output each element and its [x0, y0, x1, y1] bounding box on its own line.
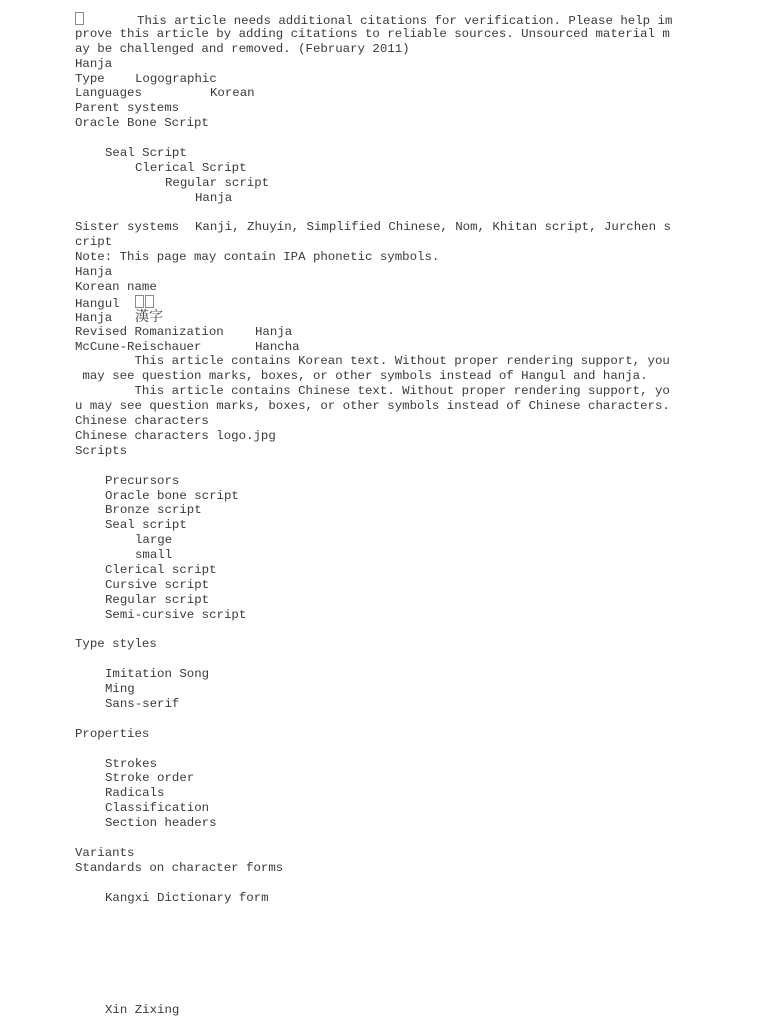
nav-cursive-script[interactable]: Cursive script — [105, 577, 210, 592]
nav-section-headers[interactable]: Section headers — [105, 816, 217, 831]
nav-precursors[interactable]: Precursors — [105, 473, 180, 488]
korean-text-note-2: may see question marks, boxes, or other symbols instead of Hangul and hanja. — [75, 369, 648, 384]
rr-row: Revised Romanization Hanja — [75, 324, 293, 339]
infobox-languages-row: Languages Korean — [75, 86, 255, 101]
hangul-row: Hangul — [75, 295, 673, 310]
parent-oracle-bone[interactable]: Oracle Bone Script — [75, 116, 209, 131]
nav-standards[interactable]: Standards on character forms — [75, 860, 284, 875]
nav-oracle-bone-script[interactable]: Oracle bone script — [105, 488, 239, 503]
nav-kangxi-dictionary-form[interactable]: Kangxi Dictionary form — [105, 890, 269, 905]
parent-clerical-script[interactable]: Clerical Script — [135, 160, 247, 175]
nav-clerical-script[interactable]: Clerical script — [105, 562, 217, 577]
nav-imitation-song[interactable]: Imitation Song — [105, 667, 210, 682]
infobox-type-row: Type Logographic — [75, 71, 217, 86]
korean-name-title: Hanja — [75, 265, 113, 280]
nav-bronze-script[interactable]: Bronze script — [105, 503, 202, 518]
parent-regular-script[interactable]: Regular script — [165, 175, 270, 190]
chinese-text-note-1: This article contains Chinese text. Without proper rendering support, yo — [75, 384, 670, 399]
scripts-heading: Scripts — [75, 443, 128, 458]
infobox-sister-row: Sister systems Kanji, Zhuyin, Simplified Chinese, Nom, Khitan script, Jurchen s — [75, 220, 671, 235]
type-styles-heading: Type styles — [75, 637, 157, 652]
nav-stroke-order[interactable]: Stroke order — [105, 771, 195, 786]
nav-sans-serif[interactable]: Sans-serif — [105, 696, 180, 711]
navbox-logo-alt[interactable]: Chinese characters logo.jpg — [75, 428, 276, 443]
article-text-dump — [75, 12, 673, 1018]
nav-seal-script[interactable]: Seal script — [105, 518, 187, 533]
navbox-title[interactable]: Chinese characters — [75, 414, 209, 429]
citation-notice-line-1: This article needs additional citations for verification. Please help im — [75, 12, 673, 27]
korean-text-note-1: This article contains Korean text. Without proper rendering support, you — [75, 354, 670, 369]
infobox-title: Hanja — [75, 56, 113, 71]
nav-seal-large[interactable]: large — [135, 533, 173, 548]
nav-xin-zixing[interactable]: Xin Zixing — [105, 1003, 180, 1018]
korean-name-subtitle: Korean name — [75, 280, 157, 295]
variants-heading: Variants — [75, 845, 135, 860]
mr-row: McCune-Reischauer Hancha — [75, 339, 300, 354]
nav-classification[interactable]: Classification — [105, 801, 210, 816]
nav-ming[interactable]: Ming — [105, 682, 135, 697]
ipa-note[interactable]: Note: This page may contain IPA phonetic symbols. — [75, 250, 440, 265]
citation-notice-line-2: prove this article by adding citations to reliable sources. Unsourced material m — [75, 26, 670, 41]
nav-strokes[interactable]: Strokes — [105, 756, 158, 771]
infobox-sister-row-cont[interactable]: cript — [75, 235, 113, 250]
nav-radicals[interactable]: Radicals — [105, 786, 165, 801]
parent-seal-script[interactable]: Seal Script — [105, 146, 187, 161]
parent-hanja: Hanja — [195, 190, 233, 205]
hanja-row: Hanja 漢字 — [75, 308, 163, 325]
nav-regular-script[interactable]: Regular script — [105, 592, 210, 607]
nav-semi-cursive-script[interactable]: Semi-cursive script — [105, 607, 247, 622]
citation-notice-line-3: ay be challenged and removed. (February 2011) — [75, 41, 410, 56]
infobox-parent-label: Parent systems — [75, 101, 180, 116]
notice-icon — [75, 12, 84, 25]
nav-seal-small[interactable]: small — [135, 548, 173, 563]
properties-heading: Properties — [75, 726, 150, 741]
chinese-text-note-2: u may see question marks, boxes, or other symbols instead of Chinese characters. — [75, 399, 670, 414]
